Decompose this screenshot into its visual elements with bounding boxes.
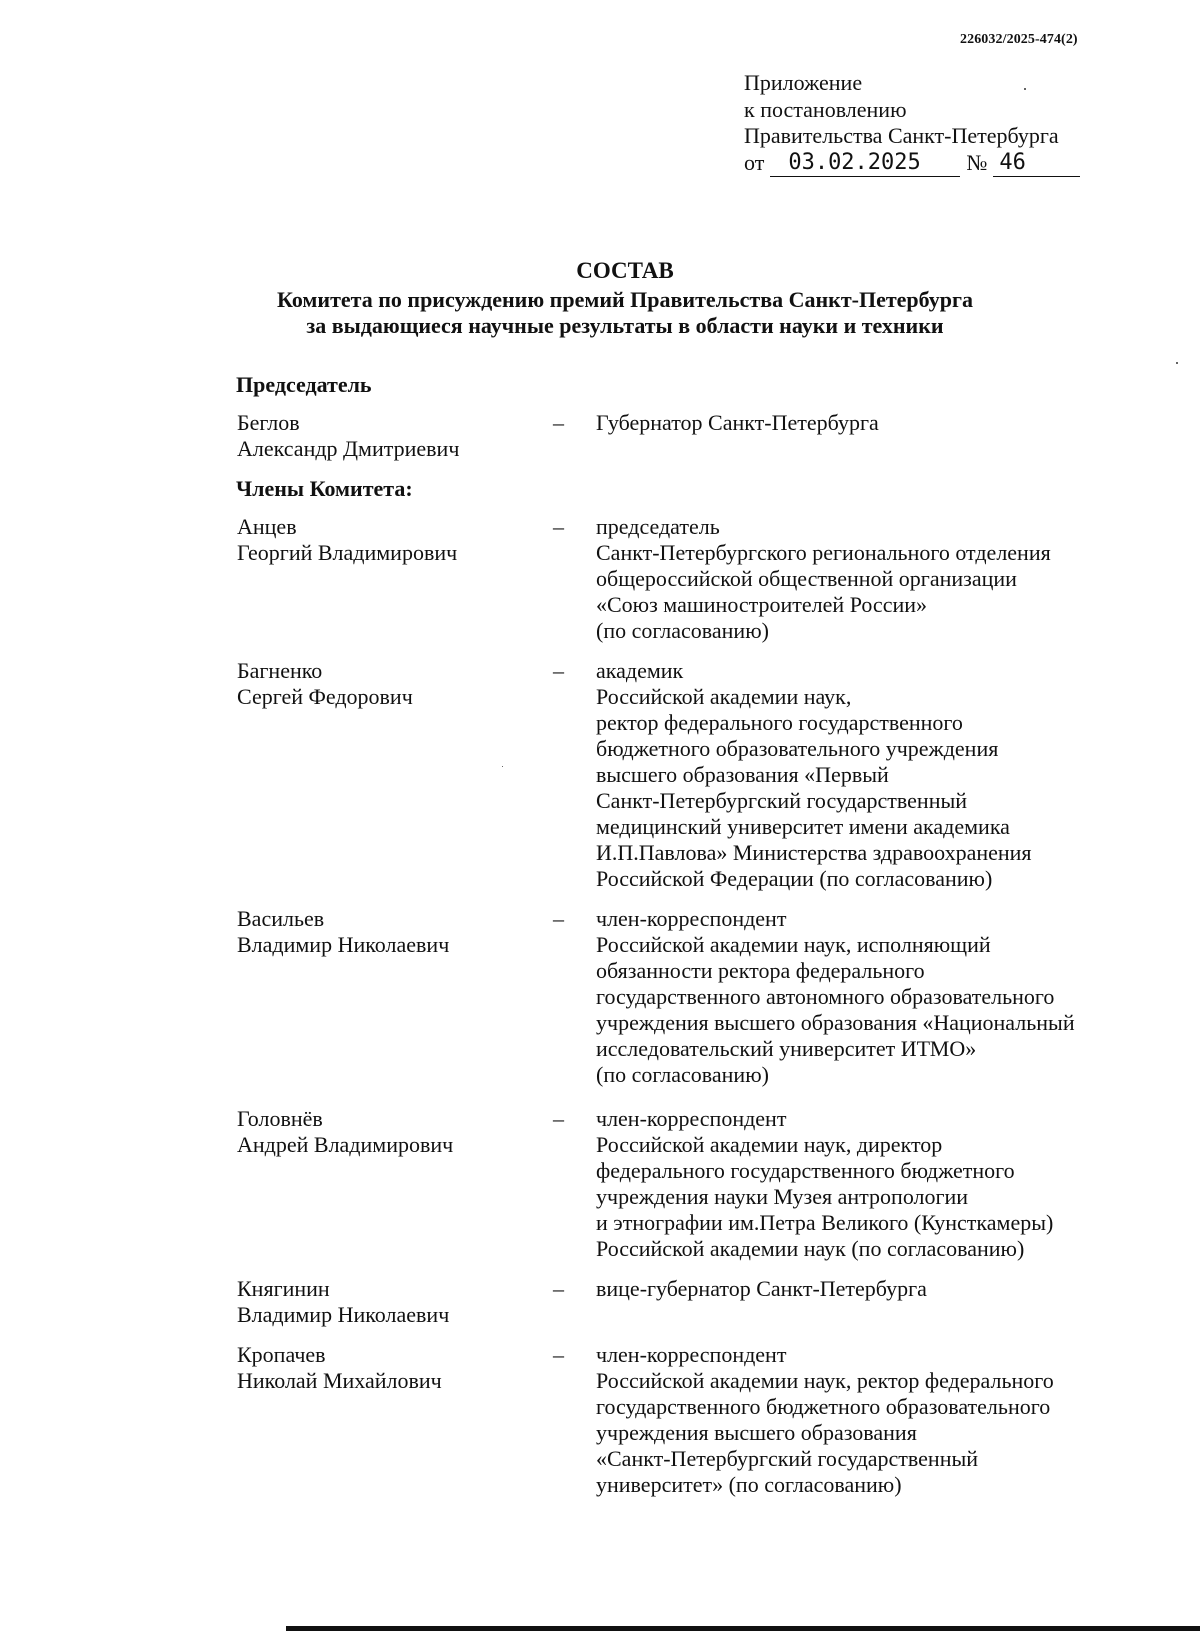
member-name	[237, 658, 413, 710]
member-role	[596, 658, 1032, 892]
member-name	[237, 906, 449, 958]
role-line: Санкт-Петербургский государственный	[596, 788, 968, 813]
member-role	[596, 1276, 927, 1302]
role-line: ректор федерального государственного	[596, 710, 963, 735]
member-surname: Васильев	[237, 906, 325, 931]
role-line: член-корреспондент	[596, 906, 787, 931]
role-line: государственного бюджетного образовательного	[596, 1394, 1051, 1419]
member-name	[237, 410, 459, 462]
role-line: общероссийской общественной организации	[596, 566, 1017, 591]
member-surname: Беглов	[237, 410, 300, 435]
title-line-2: за выдающиеся научные результаты в области науки и техники	[306, 313, 944, 338]
appendix-line-1: Приложение	[744, 70, 863, 95]
dash-separator: –	[553, 1342, 564, 1367]
role-line: высшего образования «Первый	[596, 762, 889, 787]
appendix-date-line	[744, 150, 1080, 180]
chairman-heading: Председатель	[236, 372, 372, 397]
role-line: (по согласованию)	[596, 618, 769, 643]
member-surname: Анцев	[237, 514, 297, 539]
role-line: Российской академии наук, ректор федерального	[596, 1368, 1054, 1393]
role-line: учреждения высшего образования	[596, 1420, 917, 1445]
role-line: исследовательский университет ИТМО»	[596, 1036, 977, 1061]
member-given-name: Николай Михайлович	[237, 1368, 442, 1393]
number-label: №	[966, 150, 988, 175]
role-line: Российской академии наук, директор	[596, 1132, 943, 1157]
role-line: Губернатор Санкт-Петербурга	[596, 410, 879, 435]
member-surname: Багненко	[237, 658, 323, 683]
role-line: учреждения высшего образования «Национальный	[596, 1010, 1075, 1035]
dash-separator: –	[553, 514, 564, 539]
members-heading: Члены Комитета:	[236, 476, 413, 501]
member-name	[237, 1342, 442, 1394]
reference-number: 226032/2025-474(2)	[960, 32, 1078, 47]
role-line: Российской академии наук, исполняющий	[596, 932, 991, 957]
member-given-name: Андрей Владимирович	[237, 1132, 454, 1157]
member-role	[596, 1106, 1053, 1262]
member-role	[596, 1342, 1054, 1498]
date-field: 03.02.2025	[770, 150, 960, 177]
role-line: обязанности ректора федерального	[596, 958, 925, 983]
role-line: федерального государственного бюджетного	[596, 1158, 1015, 1183]
member-given-name: Александр Дмитриевич	[237, 436, 460, 461]
member-role	[596, 514, 1051, 644]
dash-separator: –	[553, 658, 564, 683]
role-line: Санкт-Петербургского регионального отделения	[596, 540, 1051, 565]
role-line: академик	[596, 658, 684, 683]
member-surname: Кропачев	[237, 1342, 326, 1367]
appendix-block	[744, 70, 1080, 180]
role-line: И.П.Павлова» Министерства здравоохранения	[596, 840, 1032, 865]
member-surname: Княгинин	[237, 1276, 330, 1301]
member-given-name: Георгий Владимирович	[237, 540, 458, 565]
title-heading: СОСТАВ	[576, 258, 674, 283]
date-label: от	[744, 150, 765, 175]
scan-speck	[1024, 88, 1026, 90]
role-line: член-корреспондент	[596, 1106, 787, 1131]
dash-separator: –	[553, 1106, 564, 1131]
title-block	[0, 258, 1200, 339]
role-line: Российской академии наук,	[596, 684, 852, 709]
role-line: член-корреспондент	[596, 1342, 787, 1367]
member-name	[237, 514, 457, 566]
role-line: бюджетного образовательного учреждения	[596, 736, 999, 761]
scan-bottom-edge	[286, 1626, 1200, 1631]
role-line: университет» (по согласованию)	[596, 1472, 902, 1497]
appendix-line-2: к постановлению	[744, 96, 907, 122]
dash-separator: –	[553, 410, 564, 435]
role-line: учреждения науки Музея антропологии	[596, 1184, 969, 1209]
role-line: председатель	[596, 514, 720, 539]
dash-separator: –	[553, 1276, 564, 1301]
member-role	[596, 410, 879, 436]
appendix-line-3: Правительства Санкт-Петербурга	[744, 123, 1059, 148]
role-line: и этнографии им.Петра Великого (Кунсткамеры)	[596, 1210, 1054, 1235]
role-line: государственного автономного образовательного	[596, 984, 1055, 1009]
role-line: Российской Федерации (по согласованию)	[596, 866, 993, 891]
role-line: «Санкт-Петербургский государственный	[596, 1446, 979, 1471]
dash-separator: –	[553, 906, 564, 931]
role-line: (по согласованию)	[596, 1062, 769, 1087]
title-line-1: Комитета по присуждению премий Правительства Санкт-Петербурга	[276, 287, 974, 312]
member-given-name: Сергей Федорович	[237, 684, 413, 709]
role-line: Российской академии наук (по согласованию)	[596, 1236, 1025, 1261]
member-role	[596, 906, 1075, 1088]
member-given-name: Владимир Николаевич	[237, 1302, 450, 1327]
role-line: «Союз машиностроителей России»	[596, 592, 927, 617]
member-name	[237, 1276, 449, 1328]
role-line: медицинский университет имени академика	[596, 814, 1010, 839]
member-given-name: Владимир Николаевич	[237, 932, 450, 957]
number-field: 46	[993, 150, 1080, 177]
member-name	[237, 1106, 453, 1158]
member-surname: Головнёв	[237, 1106, 323, 1131]
scan-speck	[1176, 362, 1178, 364]
role-line: вице-губернатор Санкт-Петербурга	[596, 1276, 927, 1301]
scan-speck	[502, 766, 503, 767]
